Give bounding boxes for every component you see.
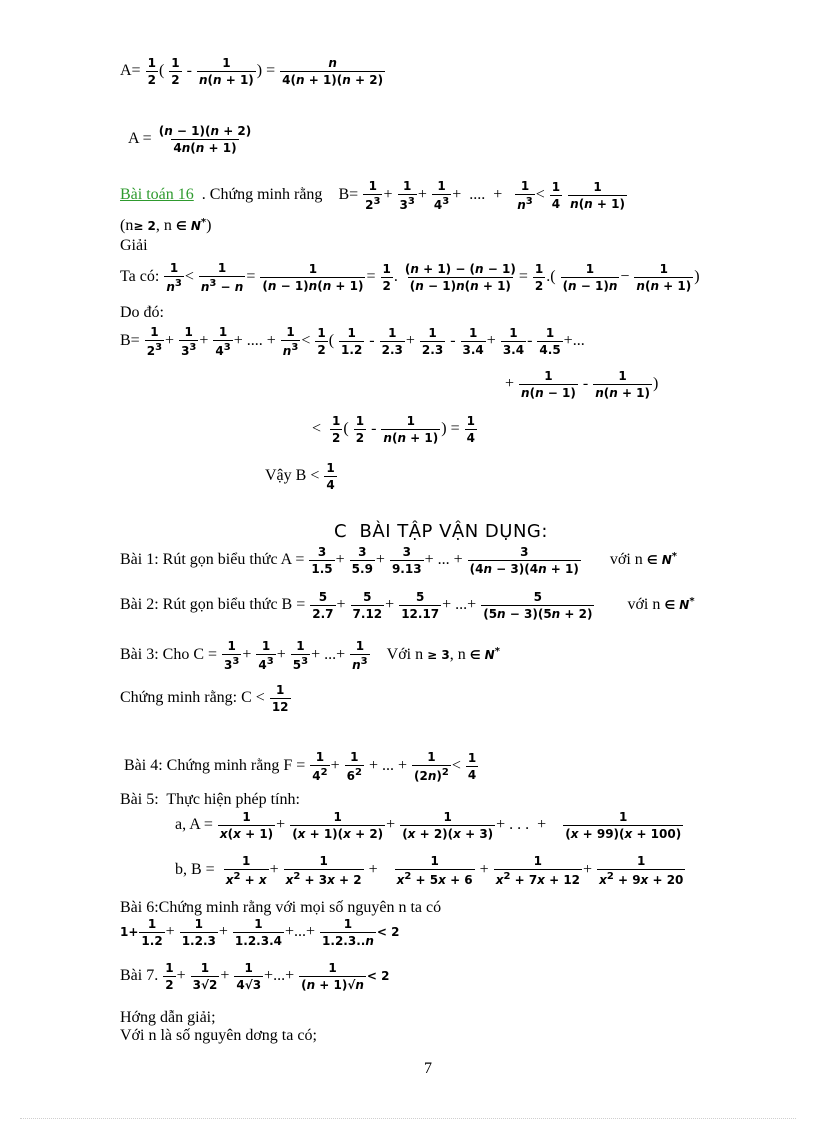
fraction: $\frac{1}{2^3}$ xyxy=(365,179,381,212)
fraction: $\frac{5}{2.7}$ xyxy=(312,590,334,621)
exercise-3-claim: Chứng minh rằng: C < $\frac{1}{12}$ xyxy=(120,683,289,714)
exercise-2: Bài 2: Rút gọn biểu thức B = $\frac{5}{2.7}$ + $\frac{5}{7.12}$ + $\frac{5}{12.17}$ + ...+ $\frac{5}{(5n - 3)(5n + 2)}$ với n ∈ N* xyxy=(120,590,695,621)
fraction: $\frac{(n - 1)(n + 2)}{4n(n + 1)}$ xyxy=(158,124,252,155)
fraction: $\frac{1}{4√3}$ xyxy=(236,961,262,992)
hint-label: Hớng dẫn giải; xyxy=(120,1009,216,1026)
fraction: $\frac{1}{2}$ xyxy=(317,326,326,357)
fraction: $\frac{1}{3^3}$ xyxy=(181,325,197,358)
fraction: $\frac{(n + 1) - (n - 1)}{(n - 1)n(n + 1)}$ xyxy=(404,262,516,293)
fraction: $\frac{1}{(n - 1)n}$ xyxy=(562,262,618,293)
fraction: $\frac{1}{1.2.3}$ xyxy=(181,917,216,948)
exercise-7: Bài 7. $\frac{1}{2}$ + $\frac{1}{3√2}$ + $\frac{1}{4√3}$ +...+ $\frac{1}{(n + 1)√n}$ < 2 xyxy=(120,961,390,992)
fraction: $\frac{1}{6^2}$ xyxy=(346,750,362,783)
fraction: $\frac{1}{5^3}$ xyxy=(292,639,309,672)
fraction: $\frac{1}{n(n - 1)}$ xyxy=(521,369,576,400)
exercise-6: Bài 6:Chứng minh rằng với mọi số nguyên n ta có xyxy=(120,899,442,916)
exercise-6-formula: 1+ $\frac{1}{1.2}$ + $\frac{1}{1.2.3}$ + $\frac{1}{1.2.3.4}$ +...+ $\frac{1}{1.2.3..n}$ < 2 xyxy=(120,917,400,948)
fraction: $\frac{1}{4}$ xyxy=(467,751,477,782)
page-footer-divider xyxy=(20,1118,796,1119)
fraction: $\frac{1}{1.2}$ xyxy=(341,326,363,357)
fraction: $\frac{1}{x^2 + 7x + 12}$ xyxy=(495,854,581,887)
text-b-label: B= xyxy=(338,186,359,204)
fraction: $\frac{1}{2}$ xyxy=(171,56,180,87)
exercise-5b: b, B = $\frac{1}{x^2 + x}$ + $\frac{1}{x^2 + 3x + 2}$ + $\frac{1}{x^2 + 5x + 6}$ + $\frac{1}{x^2 + 7x + 12}$ + $\frac{1}{x^2 + 9x + 20}$ xyxy=(175,854,684,887)
fraction: $\frac{1}{n^3}$ xyxy=(517,179,533,212)
fraction: $\frac{1}{(n + 1)√n}$ xyxy=(301,961,364,992)
fraction: $\frac{1}{(x + 2)(x + 3)}$ xyxy=(402,810,494,841)
problem-16-line: Bài toán 16 . Chứng minh rằng B= $\frac{1}{2^3}$ + $\frac{1}{3^3}$ + $\frac{1}{4^3}$ + .... + $\frac{1}{n^3}$ < $\frac{1}{4}$ $\frac{1}{n(n + 1)}$ xyxy=(120,179,625,212)
fraction: $\frac{3}{1.5}$ xyxy=(311,545,333,576)
fraction: $\frac{1}{4^3}$ xyxy=(215,325,231,358)
fraction: $\frac{1}{x^2 + 5x + 6}$ xyxy=(396,854,473,887)
fraction: $\frac{5}{(5n - 3)(5n + 2)}$ xyxy=(483,590,593,621)
condition-line: (n≥ 2, n ∈ N*) xyxy=(120,217,212,234)
formula-b-sum: B= $\frac{1}{2^3}$ + $\frac{1}{3^3}$ + $\frac{1}{4^3}$ + .... + $\frac{1}{n^3}$ < $\frac{1}{2}$ ( $\frac{1}{1.2}$ - $\frac{1}{2.3}$ + $\frac{1}{2.3}$ - $\frac{1}{3.4}$ + $\frac{1}{3.4}$ - $\frac{1}{4.5}$ +... xyxy=(120,325,585,358)
fraction: $\frac{1}{x^2 + x}$ xyxy=(225,854,267,887)
formula-b-bound: < $\frac{1}{2}$ ( $\frac{1}{2}$ - $\frac{1}{n(n + 1)}$ ) = $\frac{1}{4}$ xyxy=(312,414,475,445)
fraction: $\frac{1}{4}$ xyxy=(326,461,335,492)
problem-16-title: Bài toán 16 xyxy=(120,186,194,204)
problem-16-text: . Chứng minh rằng xyxy=(201,186,323,204)
fraction: $\frac{5}{12.17}$ xyxy=(401,590,440,621)
fraction: $\frac{1}{n(n + 1)}$ xyxy=(595,369,651,400)
formula-b-sum-cont: + $\frac{1}{n(n - 1)}$ - $\frac{1}{n(n + 1)}$ ) xyxy=(505,369,659,400)
text-b-label-2: B= xyxy=(120,332,140,350)
fraction: $\frac{1}{n(n + 1)}$ xyxy=(383,414,439,445)
fraction: $\frac{1}{n(n + 1)}$ xyxy=(198,56,254,87)
therefore-label: Do đó: xyxy=(120,304,164,321)
fraction: $\frac{1}{4.5}$ xyxy=(539,326,561,357)
fraction: $\frac{1}{1.2.3.4}$ xyxy=(234,917,282,948)
text-taco: Ta có: xyxy=(120,268,160,286)
fraction: $\frac{1}{2^3}$ xyxy=(146,325,163,358)
fraction: $\frac{1}{3^3}$ xyxy=(224,639,240,672)
fraction: $\frac{5}{7.12}$ xyxy=(352,590,383,621)
fraction: $\frac{1}{3^3}$ xyxy=(399,179,415,212)
fraction: $\frac{1}{4^3}$ xyxy=(433,179,450,212)
fraction: $\frac{1}{(2n)^2}$ xyxy=(413,750,449,783)
conclusion-line xyxy=(265,462,338,491)
formula-a2 xyxy=(128,125,254,154)
fraction: $\frac{1}{2}$ xyxy=(332,414,341,445)
fraction: $\frac{1}{(x + 1)(x + 2)}$ xyxy=(292,810,384,841)
fraction: $\frac{1}{2}$ xyxy=(382,262,391,293)
fraction: $\frac{1}{3√2}$ xyxy=(192,961,218,992)
exercise-4: Bài 4: Chứng minh rằng F = $\frac{1}{4^2}$ + $\frac{1}{6^2}$ + ... + $\frac{1}{(2n)^2}$ < $\frac{1}{4}$ xyxy=(124,750,477,783)
fraction: $\frac{1}{2.3}$ xyxy=(421,326,444,357)
fraction: $\frac{1}{4^3}$ xyxy=(258,639,274,672)
fraction: $\frac{1}{n^3 - n}$ xyxy=(200,261,244,294)
exercise-5: Bài 5: Thực hiện phép tính: xyxy=(120,791,300,808)
fraction: $\frac{1}{(x + 99)(x + 100)}$ xyxy=(565,810,682,841)
section-heading: C BÀI TẬP VẬN DỤNG: xyxy=(334,521,548,542)
fraction: $\frac{1}{n^3}$ xyxy=(352,639,368,672)
fraction: $\frac{1}{2}$ xyxy=(165,961,174,992)
fraction: $\frac{1}{4^2}$ xyxy=(312,750,328,783)
exercise-5a: a, A = $\frac{1}{x(x + 1)}$ + $\frac{1}{(x + 1)(x + 2)}$ + $\frac{1}{(x + 2)(x + 3)}$ + . . . + $\frac{1}{(x + 99)(x + 100)}$ xyxy=(175,810,682,841)
text-a-label-2: A = xyxy=(128,130,152,148)
text-conclusion: Vậy B < xyxy=(265,467,320,485)
fraction: $\frac{1}{2}$ xyxy=(534,262,544,293)
page-number: 7 xyxy=(424,1060,432,1077)
fraction: $\frac{1}{3.4}$ xyxy=(502,326,525,357)
hint-text: Với n là số nguyên dơng ta có; xyxy=(120,1027,317,1044)
fraction: $\frac{1}{2.3}$ xyxy=(381,326,403,357)
fraction: $\frac{1}{4}$ xyxy=(466,414,475,445)
fraction: $\frac{1}{n^3}$ xyxy=(282,325,299,358)
fraction: $\frac{1}{2}$ xyxy=(355,414,365,445)
fraction: $\frac{1}{n(n + 1)}$ xyxy=(636,262,692,293)
formula-taco: Ta có: $\frac{1}{n^3}$ < $\frac{1}{n^3 - n}$ = $\frac{1}{(n - 1)n(n + 1)}$ = $\frac{1}{2}$ . $\frac{(n + 1) - (n - 1)}{(n - 1)n(n + 1)}$ = $\frac{1}{2}$ .( $\frac{1}{(n - 1)n}$ − $\frac{1}{n(n + 1)}$ ) xyxy=(120,261,700,294)
exercise-3: Bài 3: Cho C = $\frac{1}{3^3}$ + $\frac{1}{4^3}$ + $\frac{1}{5^3}$ + ...+ $\frac{1}{n^3}$ Với n ≥ 3, n ∈ N* xyxy=(120,639,500,672)
fraction: $\frac{3}{(4n - 3)(4n + 1)}$ xyxy=(469,545,579,576)
fraction: $\frac{1}{x(x + 1)}$ xyxy=(219,810,274,841)
exercise-1: Bài 1: Rút gọn biểu thức A = $\frac{3}{1.5}$ + $\frac{3}{5.9}$ + $\frac{3}{9.13}$ + ... + $\frac{3}{(4n - 3)(4n + 1)}$ với n ∈ N* xyxy=(120,545,677,576)
formula-a1: A= $\frac{1}{2}$ ( $\frac{1}{2}$ - $\frac{1}{n(n + 1)}$ ) = $\frac{n}{4(n + 1)(n + 2)}$ xyxy=(120,56,384,87)
fraction: $\frac{1}{3.4}$ xyxy=(462,326,484,357)
fraction: $\frac{1}{2}$ xyxy=(147,56,156,87)
fraction: $\frac{1}{1.2}$ xyxy=(141,917,163,948)
fraction: $\frac{1}{12}$ xyxy=(271,683,289,714)
fraction: $\frac{3}{9.13}$ xyxy=(391,545,422,576)
text-a-label: A= xyxy=(120,62,141,80)
fraction: $\frac{1}{n^3}$ xyxy=(166,261,182,294)
fraction: $\frac{1}{1.2.3..n}$ xyxy=(322,917,374,948)
fraction: $\frac{1}{(n - 1)n(n + 1)}$ xyxy=(262,262,364,293)
fraction: $\frac{1}{x^2 + 3x + 2}$ xyxy=(285,854,362,887)
fraction: $\frac{1}{x^2 + 9x + 20}$ xyxy=(599,854,684,887)
solution-label: Giải xyxy=(120,237,148,254)
fraction: $\frac{3}{5.9}$ xyxy=(351,545,373,576)
fraction: $\frac{1}{4}$ xyxy=(551,180,561,211)
fraction: $\frac{1}{n(n + 1)}$ xyxy=(570,180,625,211)
fraction: $\frac{n}{4(n + 1)(n + 2)}$ xyxy=(282,56,384,87)
